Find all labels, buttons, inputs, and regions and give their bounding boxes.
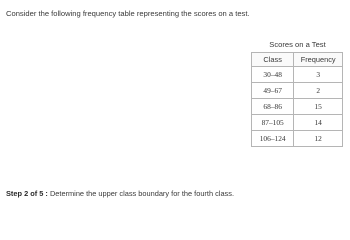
frequency-table <box>251 52 343 147</box>
frequency-cell: 12 <box>294 131 343 147</box>
class-cell: 49–67 <box>252 83 294 99</box>
step-question: Determine the upper class boundary for the fourth class. <box>49 189 234 198</box>
frequency-cell: 3 <box>294 67 343 83</box>
table-caption: Scores on a Test <box>269 40 326 49</box>
table-row <box>252 67 343 83</box>
column-header-class: Class <box>252 53 294 67</box>
frequency-cell: 15 <box>294 99 343 115</box>
column-header-frequency: Frequency <box>294 53 343 67</box>
frequency-table-container <box>251 39 344 147</box>
class-cell: 87–105 <box>252 115 294 131</box>
table-row <box>252 115 343 131</box>
table-header-row <box>252 53 343 67</box>
table-row <box>252 83 343 99</box>
table-row <box>252 99 343 115</box>
table-row <box>252 131 343 147</box>
frequency-cell: 14 <box>294 115 343 131</box>
class-cell: 68–86 <box>252 99 294 115</box>
step-prompt <box>6 189 234 198</box>
class-cell: 106–124 <box>252 131 294 147</box>
step-label: Step 2 of 5 : <box>6 189 48 198</box>
problem-intro: Consider the following frequency table representing the scores on a test. <box>6 9 250 18</box>
frequency-cell: 2 <box>294 83 343 99</box>
class-cell: 30–48 <box>252 67 294 83</box>
